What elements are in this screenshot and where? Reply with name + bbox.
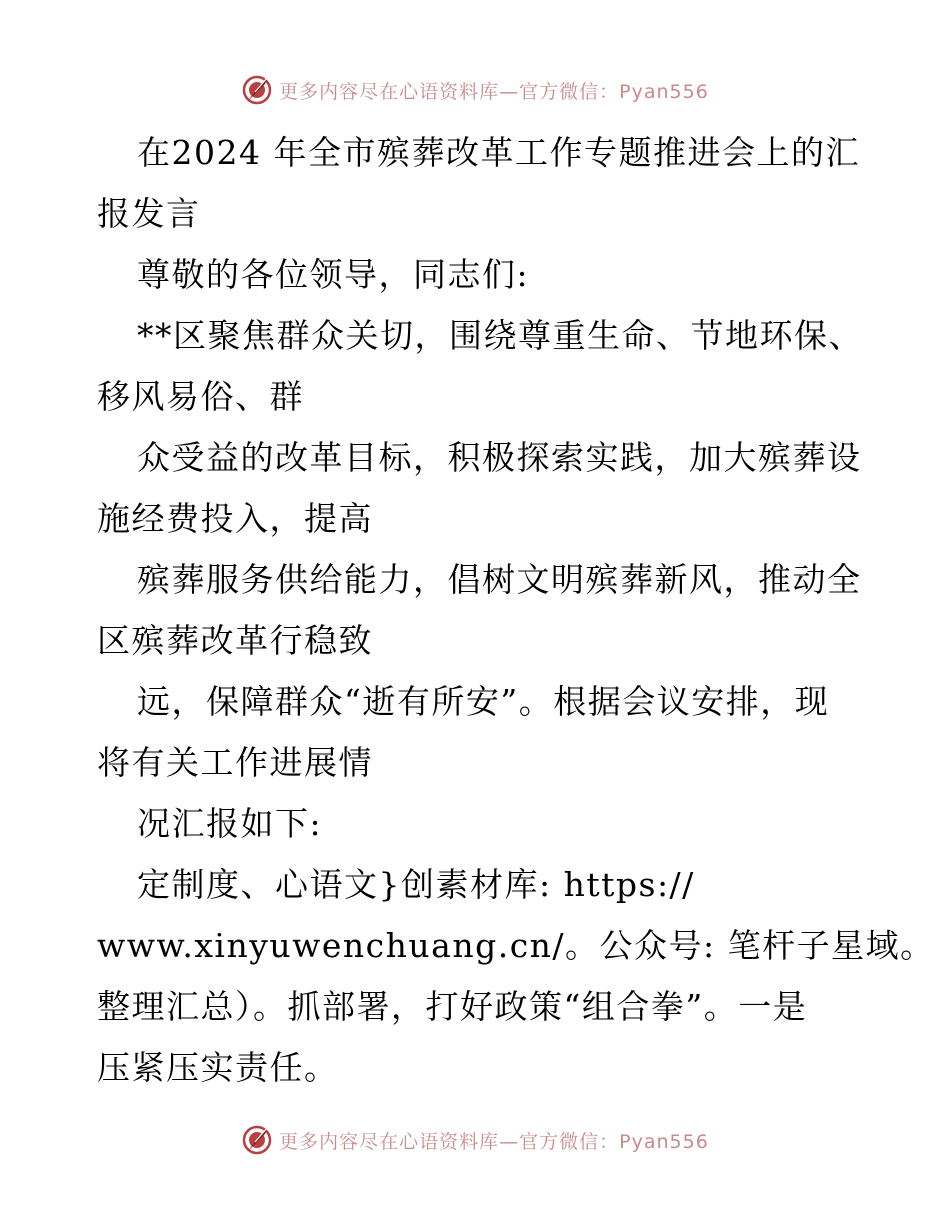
paragraph-line: 将有关工作进展情	[97, 743, 373, 782]
quill-pen-logo-icon	[241, 74, 273, 106]
paragraph-line: 整理汇总）。抓部署，打好政策“组合拳”。一是	[97, 987, 808, 1026]
footer-watermark	[0, 1120, 950, 1160]
paragraph-line: 定制度、心语文}创素材库: https://	[137, 865, 695, 904]
paragraph-line: 施经费投入，提高	[97, 499, 373, 538]
watermark-text: 更多内容尽在心语资料库—官方微信：Pyan556	[279, 80, 709, 103]
paragraph-line: 移风易俗、群	[97, 377, 304, 416]
watermark-text: 更多内容尽在心语资料库—官方微信：Pyan556	[279, 1130, 709, 1153]
paragraph-line: 众受益的改革目标，积极探索实践，加大殡葬设	[137, 438, 862, 477]
paragraph-line: 区殡葬改革行稳致	[97, 621, 373, 660]
header-watermark	[0, 70, 950, 110]
document-body	[97, 122, 935, 1098]
paragraph-line: www.xinyuwenchuang.cn/。公众号: 笔杆子星域。	[97, 926, 935, 965]
paragraph-line: **区聚焦群众关切，围绕尊重生命、节地环保、	[137, 316, 863, 355]
salutation: 尊敬的各位领导，同志们:	[137, 255, 530, 294]
title-line-2: 报发言	[97, 194, 201, 233]
paragraph-line: 殡葬服务供给能力，倡树文明殡葬新风，推动全	[137, 560, 862, 599]
paragraph-line: 况汇报如下:	[137, 804, 323, 843]
paragraph-line: 远，保障群众“逝有所安”。根据会议安排，现	[137, 682, 830, 721]
paragraph-line: 压紧压实责任。	[97, 1048, 339, 1087]
title-line-1: 在2024 年全市殡葬改革工作专题推进会上的汇	[137, 133, 860, 172]
quill-pen-logo-icon	[241, 1124, 273, 1156]
